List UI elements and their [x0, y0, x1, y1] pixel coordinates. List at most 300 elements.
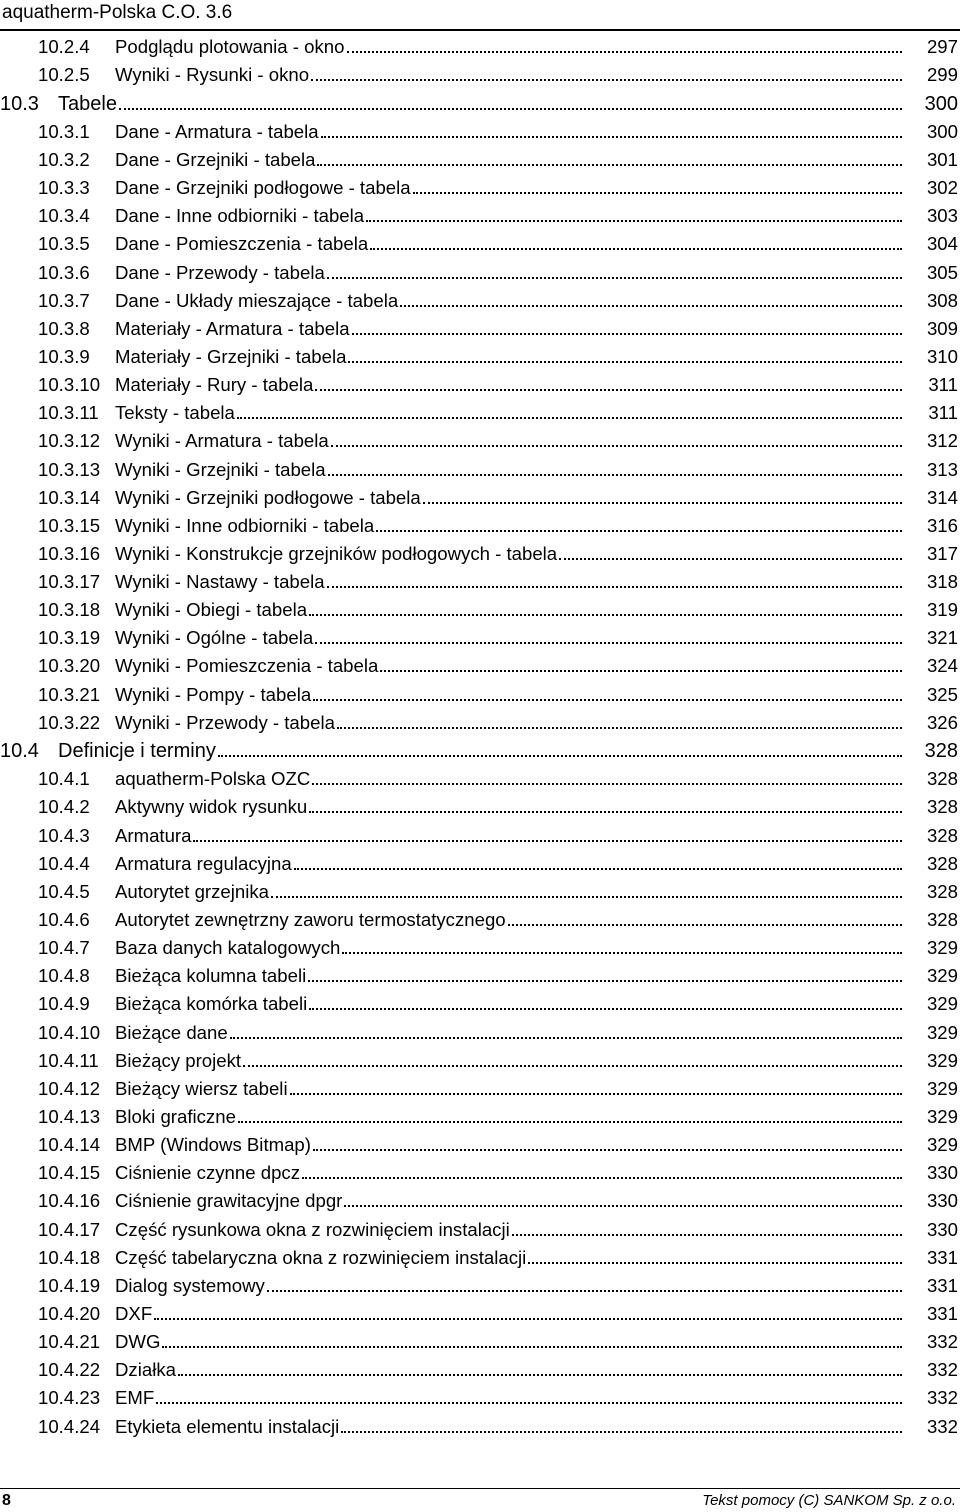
toc-entry-page[interactable]: 319	[926, 599, 958, 621]
toc-entry[interactable]	[0, 1076, 960, 1104]
toc-entry-title-line	[115, 768, 902, 790]
toc-dot-leader	[271, 896, 902, 898]
toc-entry-page[interactable]: 311	[928, 374, 958, 396]
toc-entry-title-line	[115, 1022, 902, 1044]
toc-entry-page[interactable]: 330	[926, 1218, 958, 1240]
toc-entry-title-line	[115, 262, 902, 284]
toc-dot-leader	[178, 1374, 902, 1376]
toc-entry-page[interactable]: 328	[926, 880, 958, 902]
toc-entry-title[interactable]: Wyniki - Nastawy - tabela	[115, 571, 325, 593]
toc-dot-leader	[400, 305, 902, 307]
toc-dot-leader	[321, 136, 902, 138]
toc-entry[interactable]	[0, 794, 960, 822]
toc-dot-leader	[243, 1065, 902, 1067]
toc-entry-title[interactable]: Wyniki - Konstrukcje grzejników podłogowych - tabela	[115, 542, 558, 564]
toc-entry[interactable]	[0, 62, 960, 90]
toc-dot-leader	[508, 924, 902, 926]
toc-entry-title[interactable]: Materiały - Armatura - tabela	[115, 317, 350, 339]
toc-dot-leader	[327, 277, 902, 279]
toc-dot-leader	[238, 1121, 902, 1123]
toc-entry-title[interactable]: Wyniki - Przewody - tabela	[115, 711, 335, 733]
toc-entry-title-line	[115, 318, 902, 340]
toc-entry[interactable]	[0, 738, 960, 766]
toc-entry-title-line	[115, 543, 902, 565]
toc-entry-number: 10.3.5	[38, 233, 90, 255]
toc-entry-title-line	[115, 205, 902, 227]
toc-entry-title[interactable]: Teksty - tabela	[115, 402, 235, 424]
toc-dot-leader	[311, 79, 902, 81]
toc-entry-title[interactable]: Bieżące dane	[115, 1021, 228, 1043]
toc-dot-leader	[313, 699, 902, 701]
toc-entry-title[interactable]: Wyniki - Pompy - tabela	[115, 683, 312, 705]
toc-entry[interactable]	[0, 175, 960, 203]
toc-entry[interactable]	[0, 935, 960, 963]
toc-entry-title-line	[115, 430, 902, 452]
toc-entry-page[interactable]: 310	[926, 345, 958, 367]
toc-entry-title-line	[115, 599, 902, 621]
toc-entry[interactable]	[0, 879, 960, 907]
toc-entry-number: 10.4.24	[38, 1415, 101, 1437]
toc-dot-leader	[328, 474, 902, 476]
toc-entry[interactable]	[0, 428, 960, 456]
toc-entry-number: 10.3.13	[38, 458, 101, 480]
toc-entry-number: 10.3.6	[38, 261, 90, 283]
toc-entry-page[interactable]: 303	[926, 205, 958, 227]
toc-dot-leader	[342, 952, 902, 954]
toc-entry-number: 10.3.7	[38, 289, 90, 311]
toc-entry-title[interactable]: Tabele	[58, 92, 117, 115]
toc-dot-leader	[154, 1318, 902, 1320]
toc-entry-page[interactable]: 328	[926, 796, 958, 818]
toc-entry[interactable]	[0, 766, 960, 794]
toc-entry-title[interactable]: Materiały - Grzejniki - tabela	[115, 345, 347, 367]
toc-entry[interactable]	[0, 231, 960, 259]
toc-entry-number: 10.4.17	[38, 1218, 101, 1240]
toc-entry[interactable]	[0, 1385, 960, 1413]
toc-dot-leader	[312, 783, 902, 785]
toc-entry-title[interactable]: Dane - Grzejniki - tabela	[115, 148, 316, 170]
toc-entry-number: 10.4.22	[38, 1359, 101, 1381]
toc-entry[interactable]	[0, 991, 960, 1019]
toc-entry-title-line	[115, 684, 902, 706]
toc-dot-leader	[331, 445, 902, 447]
toc-entry-number: 10.4.15	[38, 1162, 101, 1184]
toc-entry-page[interactable]: 332	[926, 1359, 958, 1381]
toc-entry-title[interactable]: Dane - Pomieszczenia - tabela	[115, 233, 369, 255]
toc-entry[interactable]	[0, 681, 960, 709]
toc-entry-title-line	[115, 1219, 902, 1241]
toc-entry-title-line	[115, 177, 902, 199]
toc-entry-title-line	[115, 1078, 902, 1100]
toc-entry-number: 10.3.19	[38, 627, 101, 649]
toc-entry-title[interactable]: Wyniki - Pomieszczenia - tabela	[115, 655, 379, 677]
toc-entry-page[interactable]: 329	[926, 1021, 958, 1043]
toc-dot-leader	[528, 1262, 902, 1264]
toc-entry-page[interactable]: 317	[926, 542, 958, 564]
toc-entry-title[interactable]: Wyniki - Ogólne - tabela	[115, 627, 314, 649]
toc-dot-leader	[344, 1205, 902, 1207]
toc-entry-page[interactable]: 331	[926, 1302, 958, 1324]
toc-entry-title-line	[58, 740, 902, 762]
toc-entry-number: 10.4.14	[38, 1134, 101, 1156]
toc-entry-number: 10.4.23	[38, 1387, 101, 1409]
toc-entry-title-line	[115, 1050, 902, 1072]
toc-entry-page[interactable]: 309	[926, 317, 958, 339]
toc-entry-title-line	[115, 1359, 902, 1381]
toc-entry-title[interactable]: Definicje i terminy	[58, 740, 216, 763]
toc-entry-number: 10.3.1	[38, 120, 90, 142]
toc-entry-page[interactable]: 313	[926, 458, 958, 480]
toc-entry-page[interactable]: 325	[926, 683, 958, 705]
toc-entry-title-line	[115, 1387, 902, 1409]
toc-entry[interactable]	[0, 541, 960, 569]
toc-entry-title-line	[115, 712, 902, 734]
toc-dot-leader	[119, 108, 902, 110]
toc-dot-leader	[315, 642, 902, 644]
toc-entry-title[interactable]: Bieżący wiersz tabeli	[115, 1077, 288, 1099]
toc-entry-title-line	[115, 571, 902, 593]
toc-entry-title[interactable]: Wyniki - Obiegi - tabela	[115, 599, 308, 621]
toc-entry-title-line	[115, 993, 902, 1015]
toc-entry-number: 10.4	[0, 740, 39, 763]
toc-entry-page[interactable]: 329	[926, 1105, 958, 1127]
toc-entry[interactable]	[0, 1329, 960, 1357]
toc-entry-page[interactable]: 312	[926, 430, 958, 452]
toc-entry-number: 10.3.8	[38, 317, 90, 339]
toc-entry-title-line	[115, 1134, 902, 1156]
toc-dot-leader	[218, 755, 902, 757]
toc-entry-number: 10.3.22	[38, 711, 101, 733]
toc-dot-leader	[423, 502, 902, 504]
toc-entry-page[interactable]: 321	[926, 627, 958, 649]
toc-entry-page[interactable]: 318	[926, 571, 958, 593]
toc-entry-number: 10.4.7	[38, 937, 90, 959]
toc-entry[interactable]	[0, 147, 960, 175]
toc-entry-title-line	[115, 149, 902, 171]
toc-entry-title-line	[115, 881, 902, 903]
toc-entry-title[interactable]: aquatherm-Polska OZC	[115, 768, 311, 790]
toc-entry-title[interactable]: Armatura	[115, 824, 192, 846]
toc-entry[interactable]	[0, 1273, 960, 1301]
toc-entry-title[interactable]: Ciśnienie czynne dpcz	[115, 1162, 301, 1184]
toc-dot-leader	[237, 417, 902, 419]
toc-dot-leader	[559, 558, 902, 560]
toc-entry[interactable]	[0, 822, 960, 850]
toc-entry-title-line	[115, 1303, 902, 1325]
toc-entry-number: 10.4.10	[38, 1021, 101, 1043]
toc-entry-title-line	[115, 796, 902, 818]
toc-entry-page[interactable]: 329	[926, 993, 958, 1015]
toc-entry-title-line	[115, 233, 902, 255]
toc-dot-leader	[309, 811, 902, 813]
toc-entry-page[interactable]: 331	[926, 1246, 958, 1268]
toc-entry-number: 10.4.20	[38, 1302, 101, 1324]
toc-entry[interactable]	[0, 34, 960, 62]
toc-entry-title[interactable]: Armatura regulacyjna	[115, 852, 292, 874]
toc-entry-title[interactable]: Wyniki - Armatura - tabela	[115, 430, 329, 452]
toc-entry-number: 10.3.18	[38, 599, 101, 621]
toc-entry[interactable]	[0, 485, 960, 513]
toc-entry-title[interactable]: Dane - Przewody - tabela	[115, 261, 325, 283]
toc-entry-page[interactable]: 328	[926, 852, 958, 874]
toc-entry[interactable]	[0, 1160, 960, 1188]
toc-entry-page[interactable]: 297	[926, 36, 958, 58]
toc-entry[interactable]	[0, 851, 960, 879]
toc-entry-title-line	[115, 1331, 902, 1353]
toc-entry[interactable]	[0, 316, 960, 344]
footer-copyright: Tekst pomocy (C) SANKOM Sp. z o.o.	[702, 1492, 956, 1509]
toc-entry-title[interactable]: Wyniki - Inne odbiorniki - tabela	[115, 514, 375, 536]
toc-entry[interactable]	[0, 372, 960, 400]
toc-entry-number: 10.3.17	[38, 571, 101, 593]
toc-entry-number: 10.3.3	[38, 177, 90, 199]
toc-entry[interactable]	[0, 710, 960, 738]
toc-entry-title[interactable]: Ciśnienie grawitacyjne dpgr	[115, 1190, 343, 1212]
toc-entry-title[interactable]: Działka	[115, 1359, 176, 1381]
toc-entry-page[interactable]: 332	[926, 1387, 958, 1409]
toc-dot-leader	[294, 868, 902, 870]
toc-entry-number: 10.3.10	[38, 374, 101, 396]
toc-entry[interactable]	[0, 90, 960, 118]
toc-dot-leader	[380, 670, 902, 672]
toc-entry-title[interactable]: Materiały - Rury - tabela	[115, 374, 314, 396]
toc-entry[interactable]	[0, 1104, 960, 1132]
toc-entry-number: 10.4.13	[38, 1105, 101, 1127]
toc-dot-leader	[327, 586, 902, 588]
toc-entry-number: 10.3	[0, 92, 39, 115]
toc-entry-title-line	[115, 853, 902, 875]
toc-entry-title[interactable]: Bieżący projekt	[115, 1049, 242, 1071]
toc-entry-title[interactable]: Bloki graficzne	[115, 1105, 236, 1127]
toc-entry-title[interactable]: Dane - Grzejniki podłogowe - tabela	[115, 177, 411, 199]
toc-dot-leader	[413, 192, 902, 194]
toc-dot-leader	[156, 1402, 902, 1404]
toc-dot-leader	[193, 840, 902, 842]
toc-entry[interactable]	[0, 1048, 960, 1076]
toc-entry-number: 10.4.18	[38, 1246, 101, 1268]
toc-entry[interactable]	[0, 625, 960, 653]
toc-entry-title[interactable]: Baza danych katalogowych	[115, 937, 341, 959]
toc-entry[interactable]	[0, 259, 960, 287]
toc-entry-number: 10.3.11	[38, 402, 99, 424]
toc-dot-leader	[309, 1008, 902, 1010]
toc-entry-page[interactable]: 331	[926, 1274, 958, 1296]
toc-entry-title-line	[115, 1247, 902, 1269]
toc-entry-page[interactable]: 329	[926, 1134, 958, 1156]
toc-entry-page[interactable]: 329	[926, 1077, 958, 1099]
toc-entry-title[interactable]: Dialog systemowy	[115, 1274, 265, 1296]
toc-entry-title[interactable]: Dane - Armatura - tabela	[115, 120, 319, 142]
toc-entry-page[interactable]: 305	[926, 261, 958, 283]
toc-entry-title-line	[115, 965, 902, 987]
toc-entry-page[interactable]: 329	[926, 937, 958, 959]
toc-entry-title[interactable]: Bieżąca komórka tabeli	[115, 993, 308, 1015]
toc-entry-number: 10.4.3	[38, 824, 90, 846]
toc-entry[interactable]	[0, 400, 960, 428]
toc-entry[interactable]	[0, 119, 960, 147]
toc-entry-page[interactable]: 328	[926, 768, 958, 790]
toc-entry-title-line	[115, 655, 902, 677]
toc-entry-page[interactable]: 332	[926, 1415, 958, 1437]
toc-entry-title[interactable]: Wyniki - Grzejniki podłogowe - tabela	[115, 486, 421, 508]
toc-entry[interactable]	[0, 344, 960, 372]
toc-entry[interactable]	[0, 1301, 960, 1329]
toc-entry-page[interactable]: 328	[924, 740, 958, 763]
toc-entry-title-line	[115, 909, 902, 931]
toc-entry[interactable]	[0, 1132, 960, 1160]
toc-entry-page[interactable]: 299	[926, 64, 958, 86]
toc-entry-title-line	[115, 1190, 902, 1212]
toc-dot-leader	[512, 1234, 902, 1236]
toc-dot-leader	[341, 1431, 902, 1433]
toc-entry-title[interactable]: Wyniki - Grzejniki - tabela	[115, 458, 326, 480]
toc-entry-page[interactable]: 329	[926, 1049, 958, 1071]
toc-entry[interactable]	[0, 1188, 960, 1216]
toc-entry-number: 10.3.20	[38, 655, 101, 677]
toc-entry-page[interactable]: 300	[926, 120, 958, 142]
toc-entry-number: 10.3.4	[38, 205, 90, 227]
toc-entry-number: 10.4.4	[38, 852, 90, 874]
toc-dot-leader	[317, 164, 902, 166]
toc-entry-page[interactable]: 300	[924, 92, 958, 115]
toc-entry-title-line	[115, 1106, 902, 1128]
toc-entry-title-line	[115, 121, 902, 143]
toc-dot-leader	[376, 530, 902, 532]
toc-entry-page[interactable]: 329	[926, 965, 958, 987]
toc-dot-leader	[313, 1149, 902, 1151]
toc-entry-title[interactable]: Wyniki - Rysunki - okno	[115, 64, 310, 86]
toc-dot-leader	[162, 1346, 902, 1348]
toc-entry[interactable]	[0, 569, 960, 597]
toc-entry-title[interactable]: Dane - Inne odbiorniki - tabela	[115, 205, 365, 227]
toc-entry-title[interactable]: Część rysunkowa okna z rozwinięciem instalacji	[115, 1218, 510, 1240]
toc-entry-page[interactable]: 328	[926, 909, 958, 930]
toc-entry-title[interactable]: EMF	[115, 1387, 155, 1409]
toc-entry[interactable]	[0, 963, 960, 991]
toc-entry-number: 10.3.9	[38, 345, 90, 367]
toc-entry-page[interactable]: 302	[926, 177, 958, 199]
toc-entry-title-line	[115, 374, 902, 396]
toc-entry-title-line	[115, 627, 902, 649]
toc-entry-title-line	[115, 515, 902, 537]
toc-entry-number: 10.2.5	[38, 64, 90, 86]
header-divider	[0, 29, 960, 31]
toc-dot-leader	[309, 614, 902, 616]
toc-entry-title-line	[115, 290, 902, 312]
toc-entry-title-line	[115, 346, 902, 368]
toc-entry-page[interactable]: 330	[926, 1190, 958, 1212]
toc-entry-number: 10.2.4	[38, 36, 90, 58]
toc-entry-page[interactable]: 332	[926, 1331, 958, 1353]
toc-entry-title[interactable]: Dane - Układy mieszające - tabela	[115, 289, 399, 311]
toc-entry-number: 10.4.19	[38, 1274, 101, 1296]
toc-entry-number: 10.4.2	[38, 796, 90, 818]
toc-entry[interactable]	[0, 513, 960, 541]
toc-entry-title[interactable]: Podglądu plotowania - okno	[115, 36, 345, 58]
toc-entry-number: 10.4.8	[38, 965, 90, 987]
toc-entry-number: 10.3.14	[38, 486, 101, 508]
toc-entry-title[interactable]: DXF	[115, 1302, 153, 1324]
toc-entry-page[interactable]: 326	[926, 711, 958, 733]
toc-dot-leader	[352, 333, 902, 335]
toc-entry[interactable]	[0, 1245, 960, 1273]
table-of-contents	[0, 34, 960, 1442]
toc-entry-page[interactable]: 308	[926, 289, 958, 311]
toc-entry-page[interactable]: 316	[926, 514, 958, 536]
toc-entry[interactable]	[0, 1413, 960, 1441]
toc-entry-title[interactable]: DWG	[115, 1331, 161, 1353]
toc-entry[interactable]	[0, 1019, 960, 1047]
toc-entry-number: 10.3.2	[38, 148, 90, 170]
toc-entry[interactable]	[0, 288, 960, 316]
toc-dot-leader	[290, 1093, 902, 1095]
toc-entry-page[interactable]: 324	[926, 655, 958, 677]
toc-entry-page[interactable]: 304	[926, 233, 958, 255]
toc-dot-leader	[337, 727, 902, 729]
toc-entry-title-line	[115, 1162, 902, 1184]
toc-entry[interactable]	[0, 907, 960, 935]
toc-entry-page[interactable]: 311	[928, 402, 958, 424]
toc-entry-title-line	[115, 1416, 902, 1438]
toc-entry-number: 10.3.12	[38, 430, 101, 452]
toc-entry-title-line	[115, 36, 902, 58]
toc-entry-title-line	[115, 825, 902, 847]
toc-entry-title[interactable]: Etykieta elementu instalacji	[115, 1415, 340, 1437]
toc-entry-page[interactable]: 301	[926, 148, 958, 170]
toc-entry[interactable]	[0, 456, 960, 484]
toc-entry-title-line	[115, 1275, 902, 1297]
page-number: 8	[2, 1492, 11, 1509]
toc-dot-leader	[230, 1037, 902, 1039]
toc-entry-title-line	[115, 937, 902, 959]
toc-entry-title-line	[115, 402, 902, 424]
toc-entry-number: 10.4.21	[38, 1331, 101, 1353]
toc-entry[interactable]	[0, 1216, 960, 1244]
toc-entry-number: 10.3.15	[38, 514, 101, 536]
toc-entry-number: 10.4.6	[38, 909, 90, 930]
toc-dot-leader	[267, 1290, 902, 1292]
footer-divider	[0, 1488, 960, 1489]
toc-entry-title[interactable]: Autorytet zewnętrzny zaworu termostatycznego	[115, 909, 506, 930]
toc-entry[interactable]	[0, 203, 960, 231]
toc-dot-leader	[366, 220, 902, 222]
toc-entry-title[interactable]: Część tabelaryczna okna z rozwinięciem instalacji	[115, 1246, 527, 1268]
toc-dot-leader	[302, 1177, 902, 1179]
toc-entry-number: 10.3.16	[38, 542, 101, 564]
toc-entry-title[interactable]: Bieżąca kolumna tabeli	[115, 965, 307, 987]
toc-entry-number: 10.4.12	[38, 1077, 101, 1099]
page-header-title: aquatherm-Polska C.O. 3.6	[2, 2, 233, 23]
toc-entry-number: 10.4.1	[38, 768, 90, 790]
toc-entry-number: 10.3.21	[38, 683, 101, 705]
toc-entry[interactable]	[0, 1357, 960, 1385]
toc-entry-page[interactable]: 314	[926, 486, 958, 508]
toc-entry[interactable]	[0, 653, 960, 681]
toc-entry-title-line	[58, 93, 902, 115]
toc-entry-title[interactable]: BMP (Windows Bitmap)	[115, 1134, 311, 1156]
toc-entry-page[interactable]: 330	[926, 1162, 958, 1184]
toc-dot-leader	[315, 389, 902, 391]
toc-dot-leader	[347, 51, 903, 53]
toc-entry-page[interactable]: 328	[926, 824, 958, 846]
toc-dot-leader	[370, 248, 902, 250]
toc-dot-leader	[348, 361, 902, 363]
toc-entry-title-line	[115, 459, 902, 481]
toc-entry[interactable]	[0, 597, 960, 625]
toc-entry-title[interactable]: Aktywny widok rysunku	[115, 796, 308, 818]
toc-entry-number: 10.4.9	[38, 993, 90, 1015]
toc-entry-title[interactable]: Autorytet grzejnika	[115, 880, 269, 902]
